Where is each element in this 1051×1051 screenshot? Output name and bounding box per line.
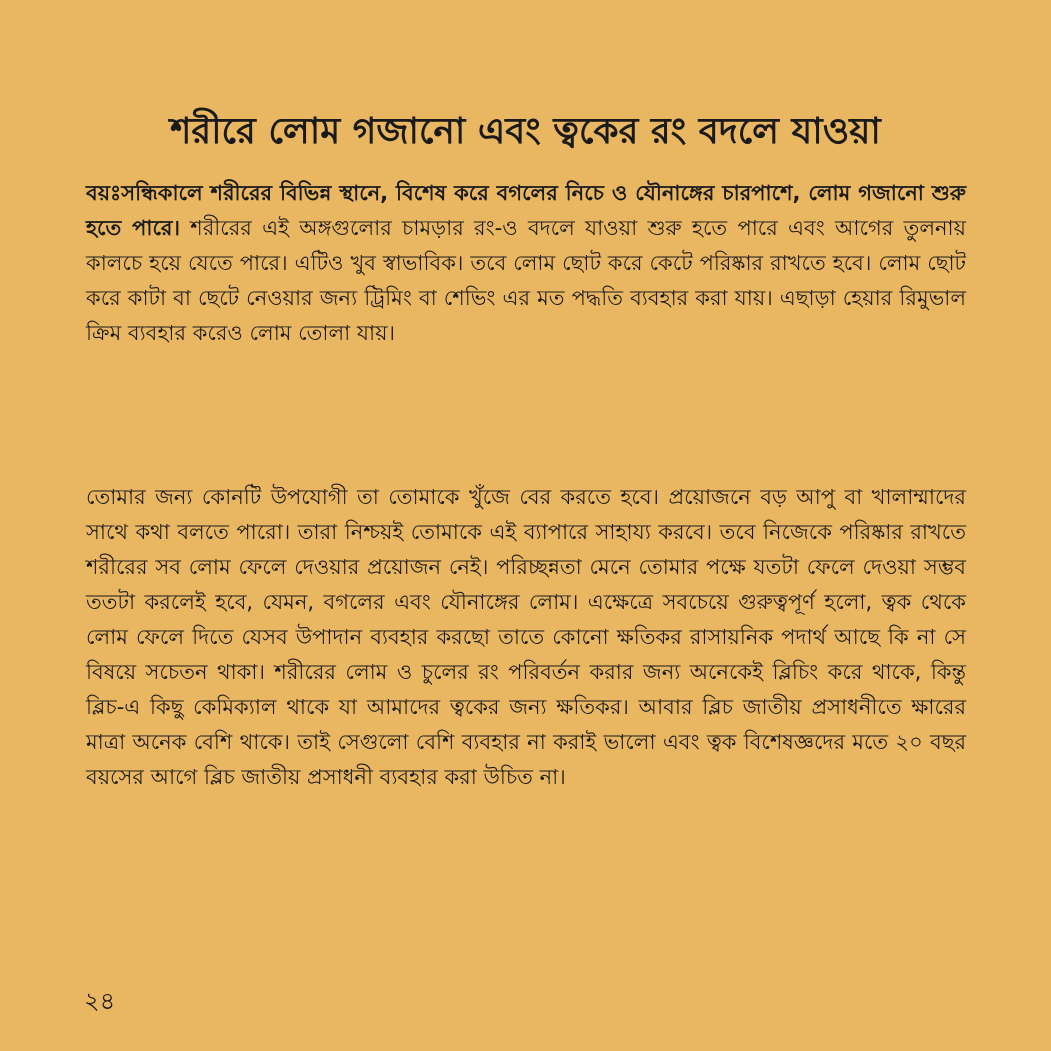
paragraph-1 [86, 176, 966, 351]
page-number: ২৪ [84, 987, 116, 1015]
page-title: শরীরে লোম গজানো এবং ত্বকের রং বদলে যাওয়া [170, 111, 881, 153]
paragraph-2: তোমার জন্য কোনটি উপযোগী তা তোমাকে খুঁজে বের করতে হবে। প্রয়োজনে বড় আপু বা খালাম্মাদের সাথে কথা বলতে পারো। তারা নিশ্চয়ই তোমাকে এই ব্যাপারে সাহায্য করবে। তবে নিজেকে পরিষ্কার রাখতে শরীরের সব লোম ফেলে দেওয়ার প্রয়োজন নেই। পরিচ্ছন্নতা মেনে তোমার পক্ষে যতটা ফেলে দেওয়া সম্ভব ততটা করলেই হবে, যেমন, বগলের এবং যৌনাঙ্গের লোম। এক্ষেত্রে সবচেয়ে গুরুত্বপূর্ণ হলো, ত্বক থেকে লোম ফেলে দিতে যেসব উপাদান ব্যবহার করছো তাতে কোনো ক্ষতিকর রাসায়নিক পদার্থ আছে কি না সে বিষয়ে সচেতন থাকা। শরীরের লোম ও চুলের রং পরিবর্তন করার জন্য অনেকেই ব্লিচিং করে থাকে, কিন্তু ব্লিচ-এ কিছু কেমিক্যাল থাকে যা আমাদের ত্বকের জন্য ক্ষতিকর। আবার ব্লিচ জাতীয় প্রসাধনীতে ক্ষারের মাত্রা অনেক বেশি থাকে। তাই সেগুলো বেশি ব্যবহার না করাই ভালো এবং ত্বক বিশেষজ্ঞদের মতে ২০ বছর বয়সের আগে ব্লিচ জাতীয় প্রসাধনী ব্যবহার করা উচিত না। [86, 485, 966, 789]
paragraph-1-body: শরীরের এই অঙ্গগুলোর চামড়ার রং-ও বদলে যাওয়া শুরু হতে পারে এবং আগের তুলনায় কালচে হয়ে যেতে পারে। এটিও খুব স্বাভাবিক। তবে লোম ছোট করে কেটে পরিষ্কার রাখতে হবে। লোম ছোট করে কাটা বা ছেটে নেওয়ার জন্য ট্রিমিং বা শেভিং এর মত পদ্ধতি ব্যবহার করা যায়। এছাড়া হেয়ার রিমুভাল ক্রিম ব্যবহার করেও লোম তোলা যায়। [86, 216, 966, 345]
paragraph-1-lead: বয়ঃসন্ধিকালে শরীরের বিভিন্ন স্থানে, বিশেষ করে বগলের নিচে ও যৌনাঙ্গের চারপাশে, লোম গজানো শুরু হতে পারে। [86, 181, 966, 240]
